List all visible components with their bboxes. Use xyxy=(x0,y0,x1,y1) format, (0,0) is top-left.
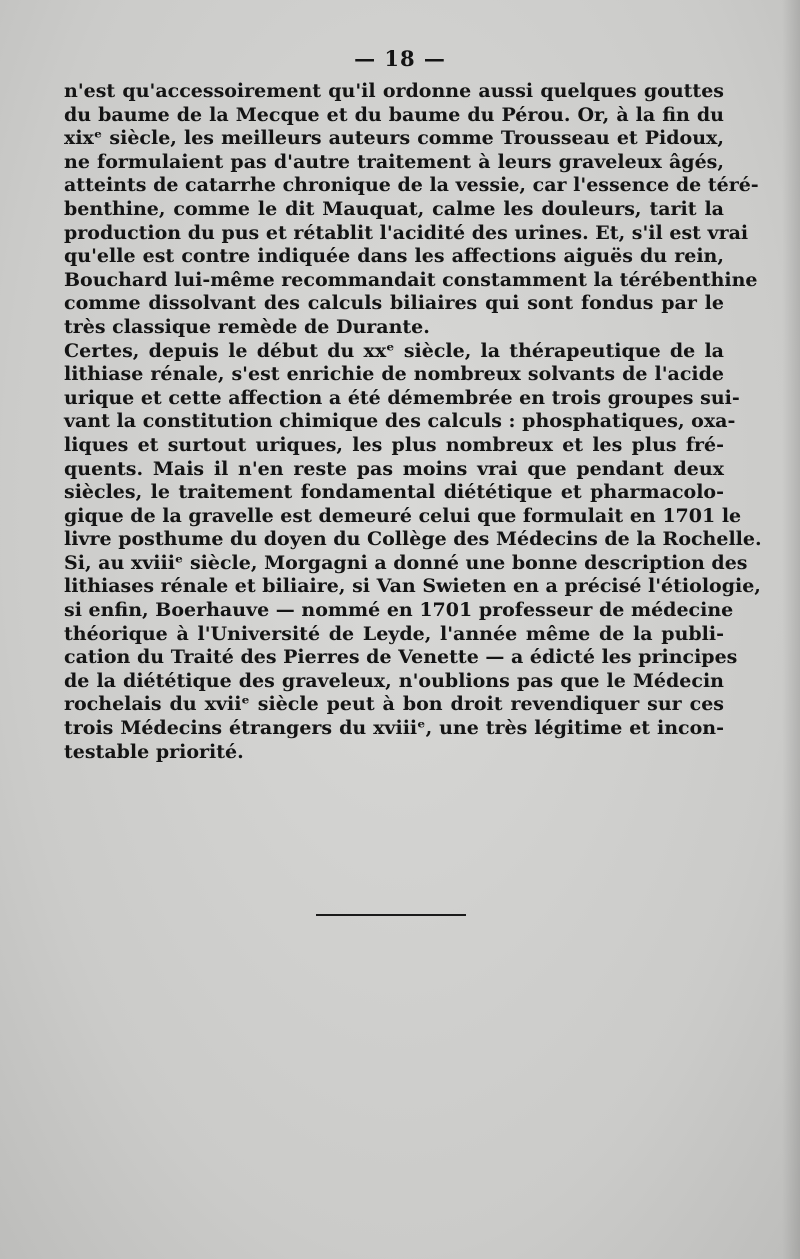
text-line: du baume de la Mecque et du baume du Pérou. Or, à la fin du xyxy=(64,103,724,126)
text-line: liques et surtout uriques, les plus nombreux et les plus fré- xyxy=(64,433,724,456)
text-line: production du pus et rétablit l'acidité des urines. Et, s'il est vrai xyxy=(64,221,749,244)
text-line: qu'elle est contre indiquée dans les affections aiguës du rein, xyxy=(64,245,724,268)
page-number: — 18 — xyxy=(354,46,446,71)
text-line: trois Médecins étrangers du xviiiᵉ, une très légitime et incon- xyxy=(64,717,724,740)
text-line: lithiases rénale et biliaire, si Van Swieten en a précisé l'étiologie, xyxy=(64,575,761,598)
text-line: Si, au xviiiᵉ siècle, Morgagni a donné une bonne description des xyxy=(64,551,748,574)
section-rule xyxy=(316,914,466,916)
text-line: de la diététique des graveleux, n'oublions pas que le Médecin xyxy=(64,669,724,692)
text-line: benthine, comme le dit Mauquat, calme les douleurs, tarit la xyxy=(64,197,724,220)
text-line: urique et cette affection a été démembrée en trois groupes sui- xyxy=(64,386,740,409)
text-line: atteints de catarrhe chronique de la vessie, car l'essence de téré- xyxy=(64,174,759,197)
text-line: si enfin, Boerhauve — nommé en 1701 professeur de médecine xyxy=(64,599,734,622)
text-line: quents. Mais il n'en reste pas moins vrai que pendant deux xyxy=(64,457,724,480)
text-line: Bouchard lui-même recommandait constamment la térébenthine xyxy=(64,268,758,291)
text-line: livre posthume du doyen du Collège des Médecins de la Rochelle. xyxy=(64,528,762,551)
text-line: Certes, depuis le début du xxᵉ siècle, la thérapeutique de la xyxy=(64,339,724,362)
text-line: théorique à l'Université de Leyde, l'année même de la publi- xyxy=(64,622,724,645)
text-line: rochelais du xviiᵉ siècle peut à bon droit revendiquer sur ces xyxy=(64,693,724,716)
text-line: comme dissolvant des calculs biliaires qui sont fondus par le xyxy=(64,292,724,315)
text-line: cation du Traité des Pierres de Venette — a édicté les principes xyxy=(64,646,738,669)
body-text xyxy=(64,80,762,764)
text-line: xixᵉ siècle, les meilleurs auteurs comme Trousseau et Pidoux, xyxy=(64,127,724,150)
text-line: siècles, le traitement fondamental diététique et pharmacolo- xyxy=(64,481,724,504)
text-line: lithiase rénale, s'est enrichie de nombreux solvants de l'acide xyxy=(64,363,724,386)
text-line: testable priorité. xyxy=(64,740,244,763)
text-line: vant la constitution chimique des calculs : phosphatiques, oxa- xyxy=(64,410,736,433)
text-line: ne formulaient pas d'autre traitement à leurs graveleux âgés, xyxy=(64,150,724,173)
text-line: gique de la gravelle est demeuré celui que formulait en 1701 le xyxy=(64,504,742,527)
text-line: n'est qu'accessoirement qu'il ordonne aussi quelques gouttes xyxy=(64,80,724,102)
text-line: très classique remède de Durante. xyxy=(64,315,430,338)
page-edge-shadow xyxy=(782,0,800,1259)
